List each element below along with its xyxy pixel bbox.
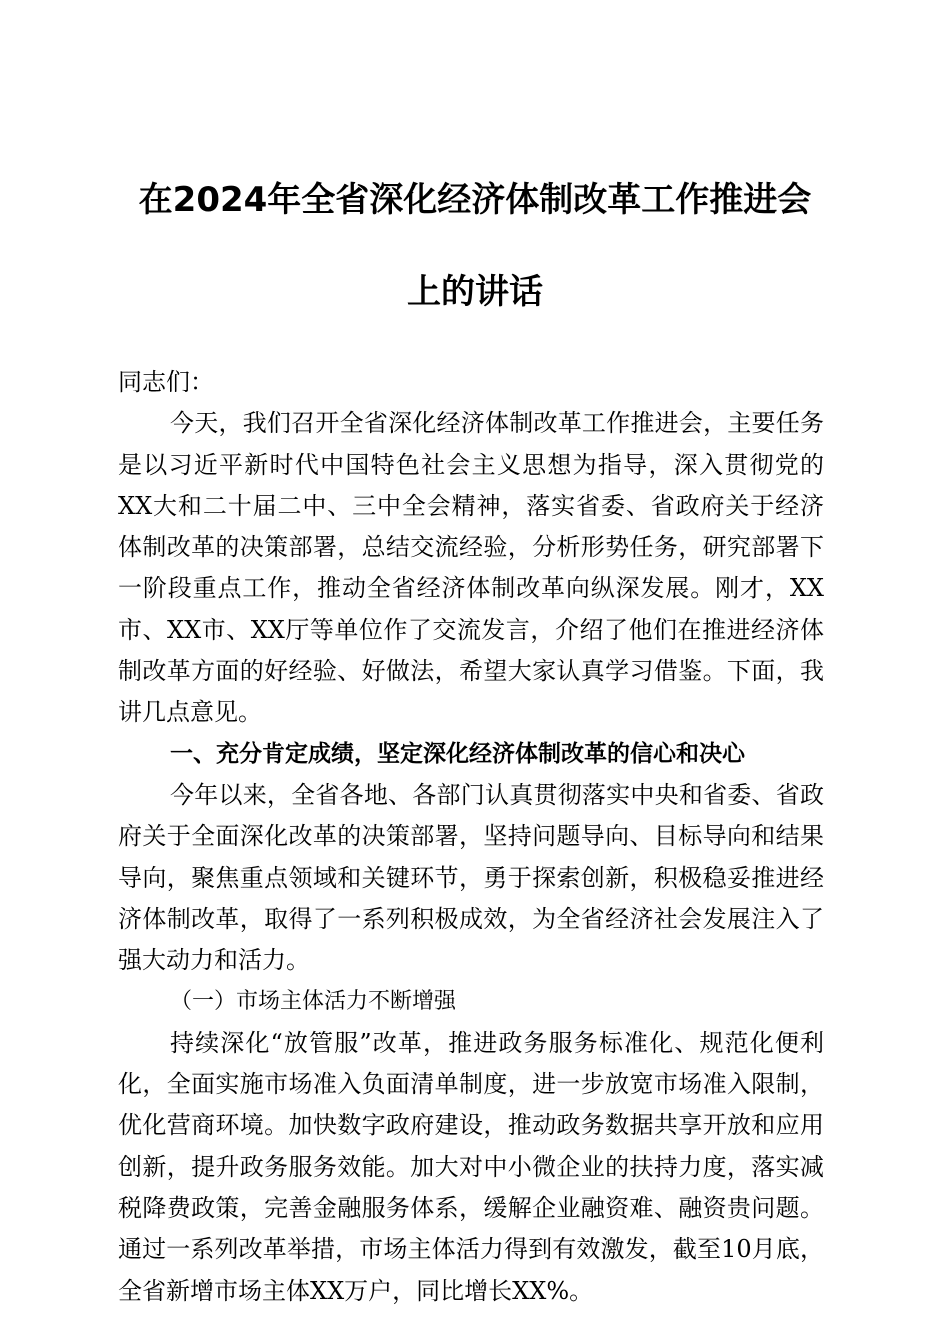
subsection-1-paragraph: 持续深化“放管服”改革，推进政务服务标准化、规范化便利化，全面实施市场准入负面清单制度，进一步放宽市场准入限制，优化营商环境。加快数字政府建设，推动政务数据共享开放和应用创新，提升政务服务效能。加大对中小微企业的扶持力度，落实减税降费政策，完善金融服务体系，缓解企业融资难、融资贵问题。通过一系列改革举措，市场主体活力得到有效激发，截至10月底，全省新增市场主体XX万户，同比增长XX%。	[118, 1028, 824, 1305]
section-1-paragraph: 今年以来，全省各地、各部门认真贯彻落实中央和省委、省政府关于全面深化改革的决策部署，坚持问题导向、目标导向和结果导向，聚焦重点领域和关键环节，勇于探索创新，积极稳妥推进经济体制改革，取得了一系列积极成效，为全省经济社会发展注入了强大动力和活力。	[118, 780, 824, 975]
salutation: 同志们：	[118, 368, 214, 396]
section-1-heading: 一、充分肯定成绩，坚定深化经济体制改革的信心和决心	[170, 740, 745, 767]
intro-paragraph: 今天，我们召开全省深化经济体制改革工作推进会，主要任务是以习近平新时代中国特色社会主义思想为指导，深入贯彻党的XX大和二十届二中、三中全会精神，落实省委、省政府关于经济体制改革的决策部署，总结交流经验，分析形势任务，研究部署下一阶段重点工作，推动全省经济体制改革向纵深发展。刚才，XX市、XX市、XX厅等单位作了交流发言，介绍了他们在推进经济体制改革方面的好经验、好做法，希望大家认真学习借鉴。下面，我讲几点意见。	[118, 409, 824, 727]
document-body	[118, 362, 824, 1312]
document-title-line-2: 上的讲话	[407, 272, 543, 312]
subsection-1-heading: （一）市场主体活力不断增强	[170, 989, 457, 1015]
document-title-line-1: 在2024年全省深化经济体制改革工作推进会	[138, 180, 812, 220]
